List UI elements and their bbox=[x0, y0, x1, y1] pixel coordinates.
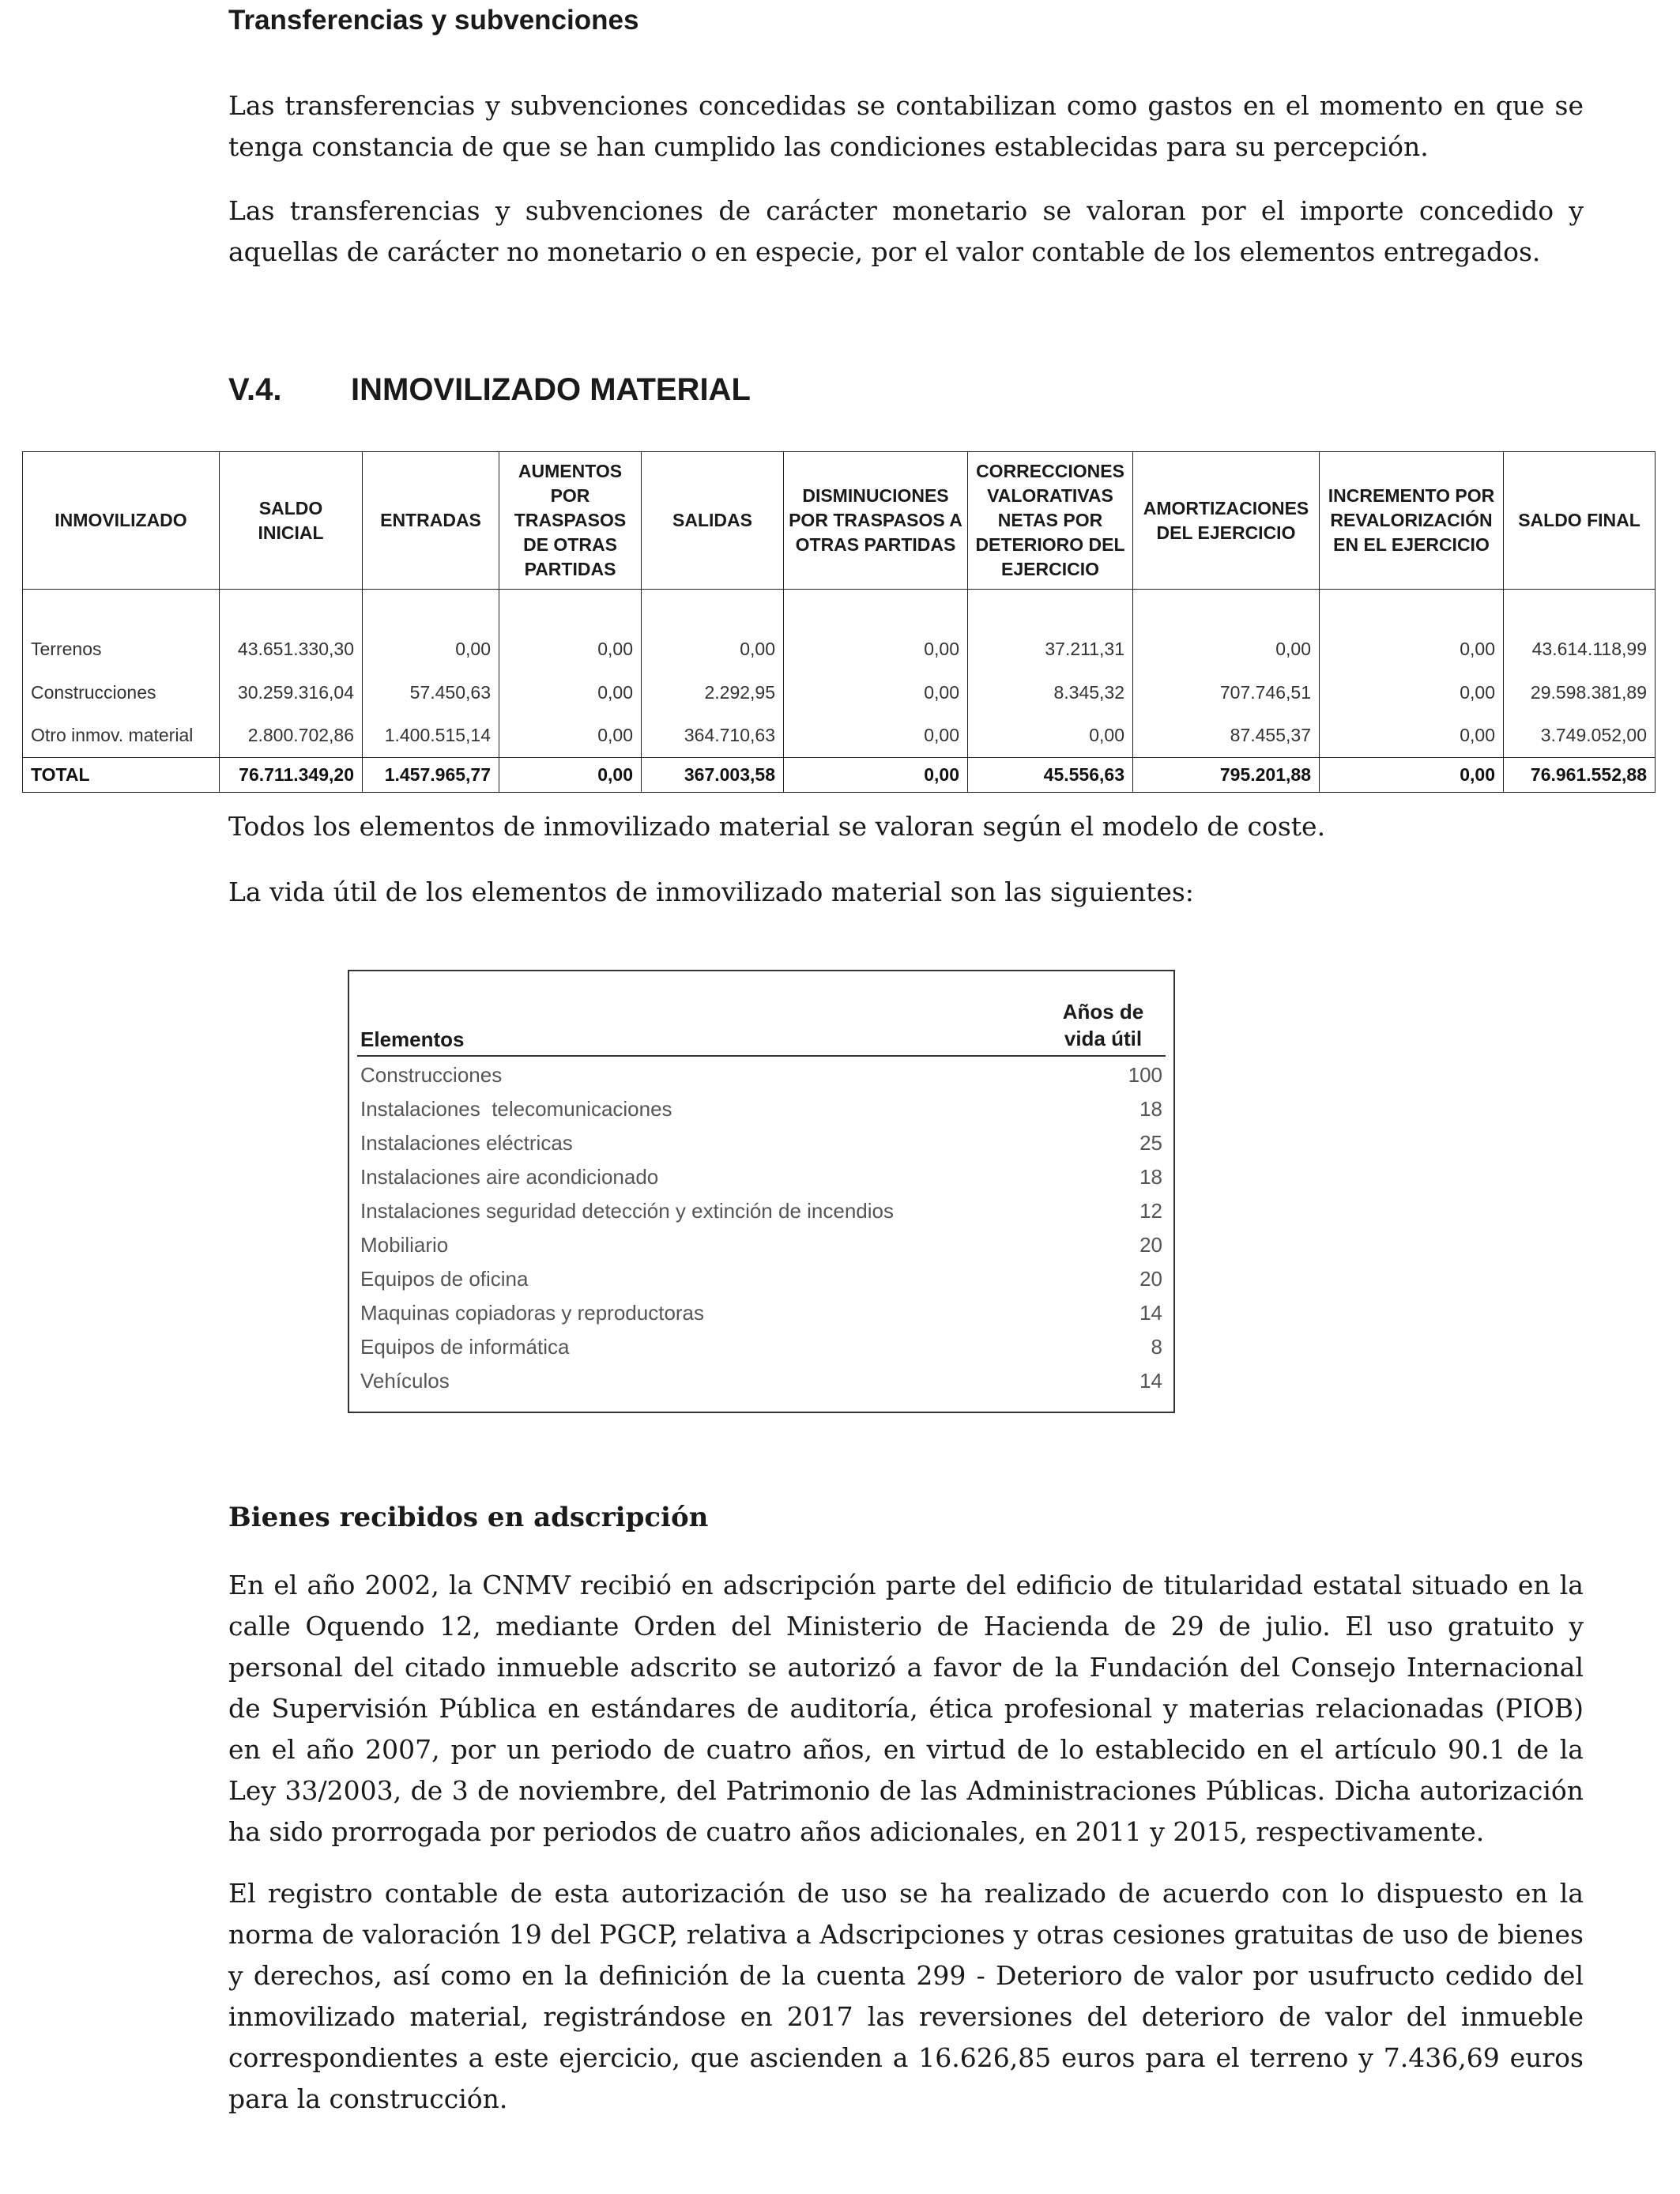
element-years: 18 bbox=[1139, 1097, 1162, 1121]
table-cell: 43.614.118,99 bbox=[1504, 628, 1656, 671]
column-header: Años de vida útil bbox=[1062, 1000, 1144, 1050]
section-number: V.4. bbox=[228, 372, 282, 407]
table-cell: 1.457.965,77 bbox=[363, 758, 499, 793]
paragraph: Todos los elementos de inmovilizado material se valoran según el modelo de coste. bbox=[228, 811, 1326, 842]
table-cell: 0,00 bbox=[784, 714, 968, 758]
table-cell: 30.259.316,04 bbox=[220, 671, 363, 714]
element-name: Instalaciones aire acondicionado bbox=[360, 1165, 659, 1189]
paragraph: Las transferencias y subvenciones de carácter monetario se valoran por el importe concedido y aquellas de carácter no monetario o en especie, por el valor contable de los elementos entregados. bbox=[228, 195, 1584, 267]
table-header: DISMINUCIONES POR TRASPASOS A OTRAS PARTIDAS bbox=[784, 452, 968, 590]
table-cell: 87.455,37 bbox=[1133, 714, 1320, 758]
list-item bbox=[360, 1330, 1162, 1364]
table-cell: 43.651.330,30 bbox=[220, 628, 363, 671]
table-cell: 3.749.052,00 bbox=[1504, 714, 1656, 758]
paragraph: La vida útil de los elementos de inmovilizado material son las siguientes: bbox=[228, 876, 1194, 907]
column-header: Elementos bbox=[360, 1027, 465, 1051]
element-years: 12 bbox=[1139, 1199, 1162, 1223]
element-years: 20 bbox=[1139, 1267, 1162, 1291]
paragraph: Las transferencias y subvenciones concedidas se contabilizan como gastos en el momento en que se tenga constancia de que se han cumplido las condiciones establecidas para su percepción. bbox=[228, 90, 1584, 162]
element-name: Instalaciones seguridad detección y extinción de incendios bbox=[360, 1199, 894, 1223]
table-cell: 364.710,63 bbox=[642, 714, 784, 758]
list-item bbox=[360, 1194, 1162, 1228]
table-header: SALDO INICIAL bbox=[220, 452, 363, 590]
table-cell: 76.961.552,88 bbox=[1504, 758, 1656, 793]
inmovilizado-table bbox=[22, 451, 1656, 793]
table-cell: 2.800.702,86 bbox=[220, 714, 363, 758]
paragraph: En el año 2002, la CNMV recibió en adscripción parte del edificio de titularidad estatal situado en la calle Oquendo 12, mediante Orden del Ministerio de Hacienda de 29 de julio. El uso gratuito y personal del citado inmueble adscrito se autorizó a favor de la Fundación del Consejo Internacional de Supervisión Pública en estándares de auditoría, ética profesional y materias relacionadas (PIOB) en el año 2007, por un periodo de cuatro años, en virtud de lo establecido en el artículo 90.1 de la Ley 33/2003, de 3 de noviembre, del Patrimonio de las Administraciones Públicas. Dicha autorización ha sido prorrogada por periodos de cuatro años adicionales, en 2011 y 2015, respectivamente. bbox=[228, 1570, 1584, 1847]
table-cell: 0,00 bbox=[784, 671, 968, 714]
table-header: INMOVILIZADO bbox=[23, 452, 220, 590]
table-header: AUMENTOS POR TRASPASOS DE OTRAS PARTIDAS bbox=[499, 452, 642, 590]
section-title-inmovilizado: INMOVILIZADO MATERIAL bbox=[351, 372, 751, 407]
element-years: 100 bbox=[1128, 1063, 1162, 1087]
table-cell: 0,00 bbox=[363, 628, 499, 671]
paragraph: El registro contable de esta autorización de uso se ha realizado de acuerdo con lo dispuesto en la norma de valoración 19 del PGCP, relativa a Adscripciones y otras cesiones gratuitas de uso de bienes y derechos, así como en la definición de la cuenta 299 - Deterioro de valor por usufructo cedido del inmovilizado material, registrándose en 2017 las reversiones del deterioro de valor del inmueble correspondientes a este ejercicio, que ascienden a 16.626,85 euros para el terreno y 7.436,69 euros para la construcción. bbox=[228, 1878, 1584, 2114]
table-cell: 1.400.515,14 bbox=[363, 714, 499, 758]
table-cell: Terrenos bbox=[23, 628, 220, 671]
table-cell: 0,00 bbox=[1320, 714, 1504, 758]
table-cell: 2.292,95 bbox=[642, 671, 784, 714]
table-cell: 0,00 bbox=[499, 758, 642, 793]
table-row bbox=[23, 671, 1656, 714]
section-title-transferencias: Transferencias y subvenciones bbox=[228, 5, 639, 36]
spacer-row bbox=[23, 590, 1656, 628]
list-item bbox=[360, 1058, 1162, 1092]
list-item bbox=[360, 1126, 1162, 1160]
element-years: 14 bbox=[1139, 1301, 1162, 1325]
table-cell: Construcciones bbox=[23, 671, 220, 714]
table-cell: 45.556,63 bbox=[968, 758, 1133, 793]
table-cell: 0,00 bbox=[642, 628, 784, 671]
vida-util-table bbox=[348, 970, 1175, 1413]
table-cell: 0,00 bbox=[784, 758, 968, 793]
element-name: Equipos de oficina bbox=[360, 1267, 529, 1291]
element-years: 14 bbox=[1139, 1369, 1162, 1393]
list-item bbox=[360, 1364, 1162, 1398]
table-cell: 0,00 bbox=[499, 671, 642, 714]
element-years: 18 bbox=[1139, 1165, 1162, 1189]
table-cell: Otro inmov. material bbox=[23, 714, 220, 758]
table-cell: TOTAL bbox=[23, 758, 220, 793]
list-item bbox=[360, 1296, 1162, 1330]
table-cell: 707.746,51 bbox=[1133, 671, 1320, 714]
table-header: SALDO FINAL bbox=[1504, 452, 1656, 590]
element-name: Equipos de informática bbox=[360, 1335, 570, 1359]
table-header: CORRECCIONES VALORATIVAS NETAS POR DETERIORO DEL EJERCICIO bbox=[968, 452, 1133, 590]
element-years: 25 bbox=[1139, 1131, 1162, 1155]
list-item bbox=[360, 1160, 1162, 1194]
table-cell: 0,00 bbox=[1133, 628, 1320, 671]
section-title-bienes: Bienes recibidos en adscripción bbox=[228, 1502, 709, 1533]
element-name: Mobiliario bbox=[360, 1233, 449, 1257]
table-cell: 0,00 bbox=[1320, 758, 1504, 793]
table-cell: 0,00 bbox=[1320, 628, 1504, 671]
table-cell: 8.345,32 bbox=[968, 671, 1133, 714]
table-header: ENTRADAS bbox=[363, 452, 499, 590]
table-cell: 0,00 bbox=[968, 714, 1133, 758]
list-item bbox=[360, 1092, 1162, 1126]
element-years: 20 bbox=[1139, 1233, 1162, 1257]
table-row bbox=[23, 628, 1656, 671]
list-item bbox=[360, 1228, 1162, 1262]
table-cell: 37.211,31 bbox=[968, 628, 1133, 671]
table-cell: 29.598.381,89 bbox=[1504, 671, 1656, 714]
element-name: Construcciones bbox=[360, 1063, 503, 1087]
table-total-row bbox=[23, 758, 1656, 793]
table-cell: 76.711.349,20 bbox=[220, 758, 363, 793]
table-header: INCREMENTO POR REVALORIZACIÓN EN EL EJERCICIO bbox=[1320, 452, 1504, 590]
table-cell: 57.450,63 bbox=[363, 671, 499, 714]
element-years: 8 bbox=[1151, 1335, 1162, 1359]
element-name: Vehículos bbox=[360, 1369, 450, 1393]
vida-util-header bbox=[357, 984, 1166, 1057]
element-name: Instalaciones eléctricas bbox=[360, 1131, 573, 1155]
table-cell: 795.201,88 bbox=[1133, 758, 1320, 793]
table-cell: 0,00 bbox=[499, 714, 642, 758]
table-header: AMORTIZACIONES DEL EJERCICIO bbox=[1133, 452, 1320, 590]
table-cell: 0,00 bbox=[499, 628, 642, 671]
element-name: Maquinas copiadoras y reproductoras bbox=[360, 1301, 705, 1325]
table-cell: 367.003,58 bbox=[642, 758, 784, 793]
table-cell: 0,00 bbox=[1320, 671, 1504, 714]
table-row bbox=[23, 714, 1656, 758]
table-cell: 0,00 bbox=[784, 628, 968, 671]
table-header: SALIDAS bbox=[642, 452, 784, 590]
table-header-row bbox=[23, 452, 1656, 590]
list-item bbox=[360, 1262, 1162, 1296]
element-name: Instalaciones telecomunicaciones bbox=[360, 1097, 672, 1121]
